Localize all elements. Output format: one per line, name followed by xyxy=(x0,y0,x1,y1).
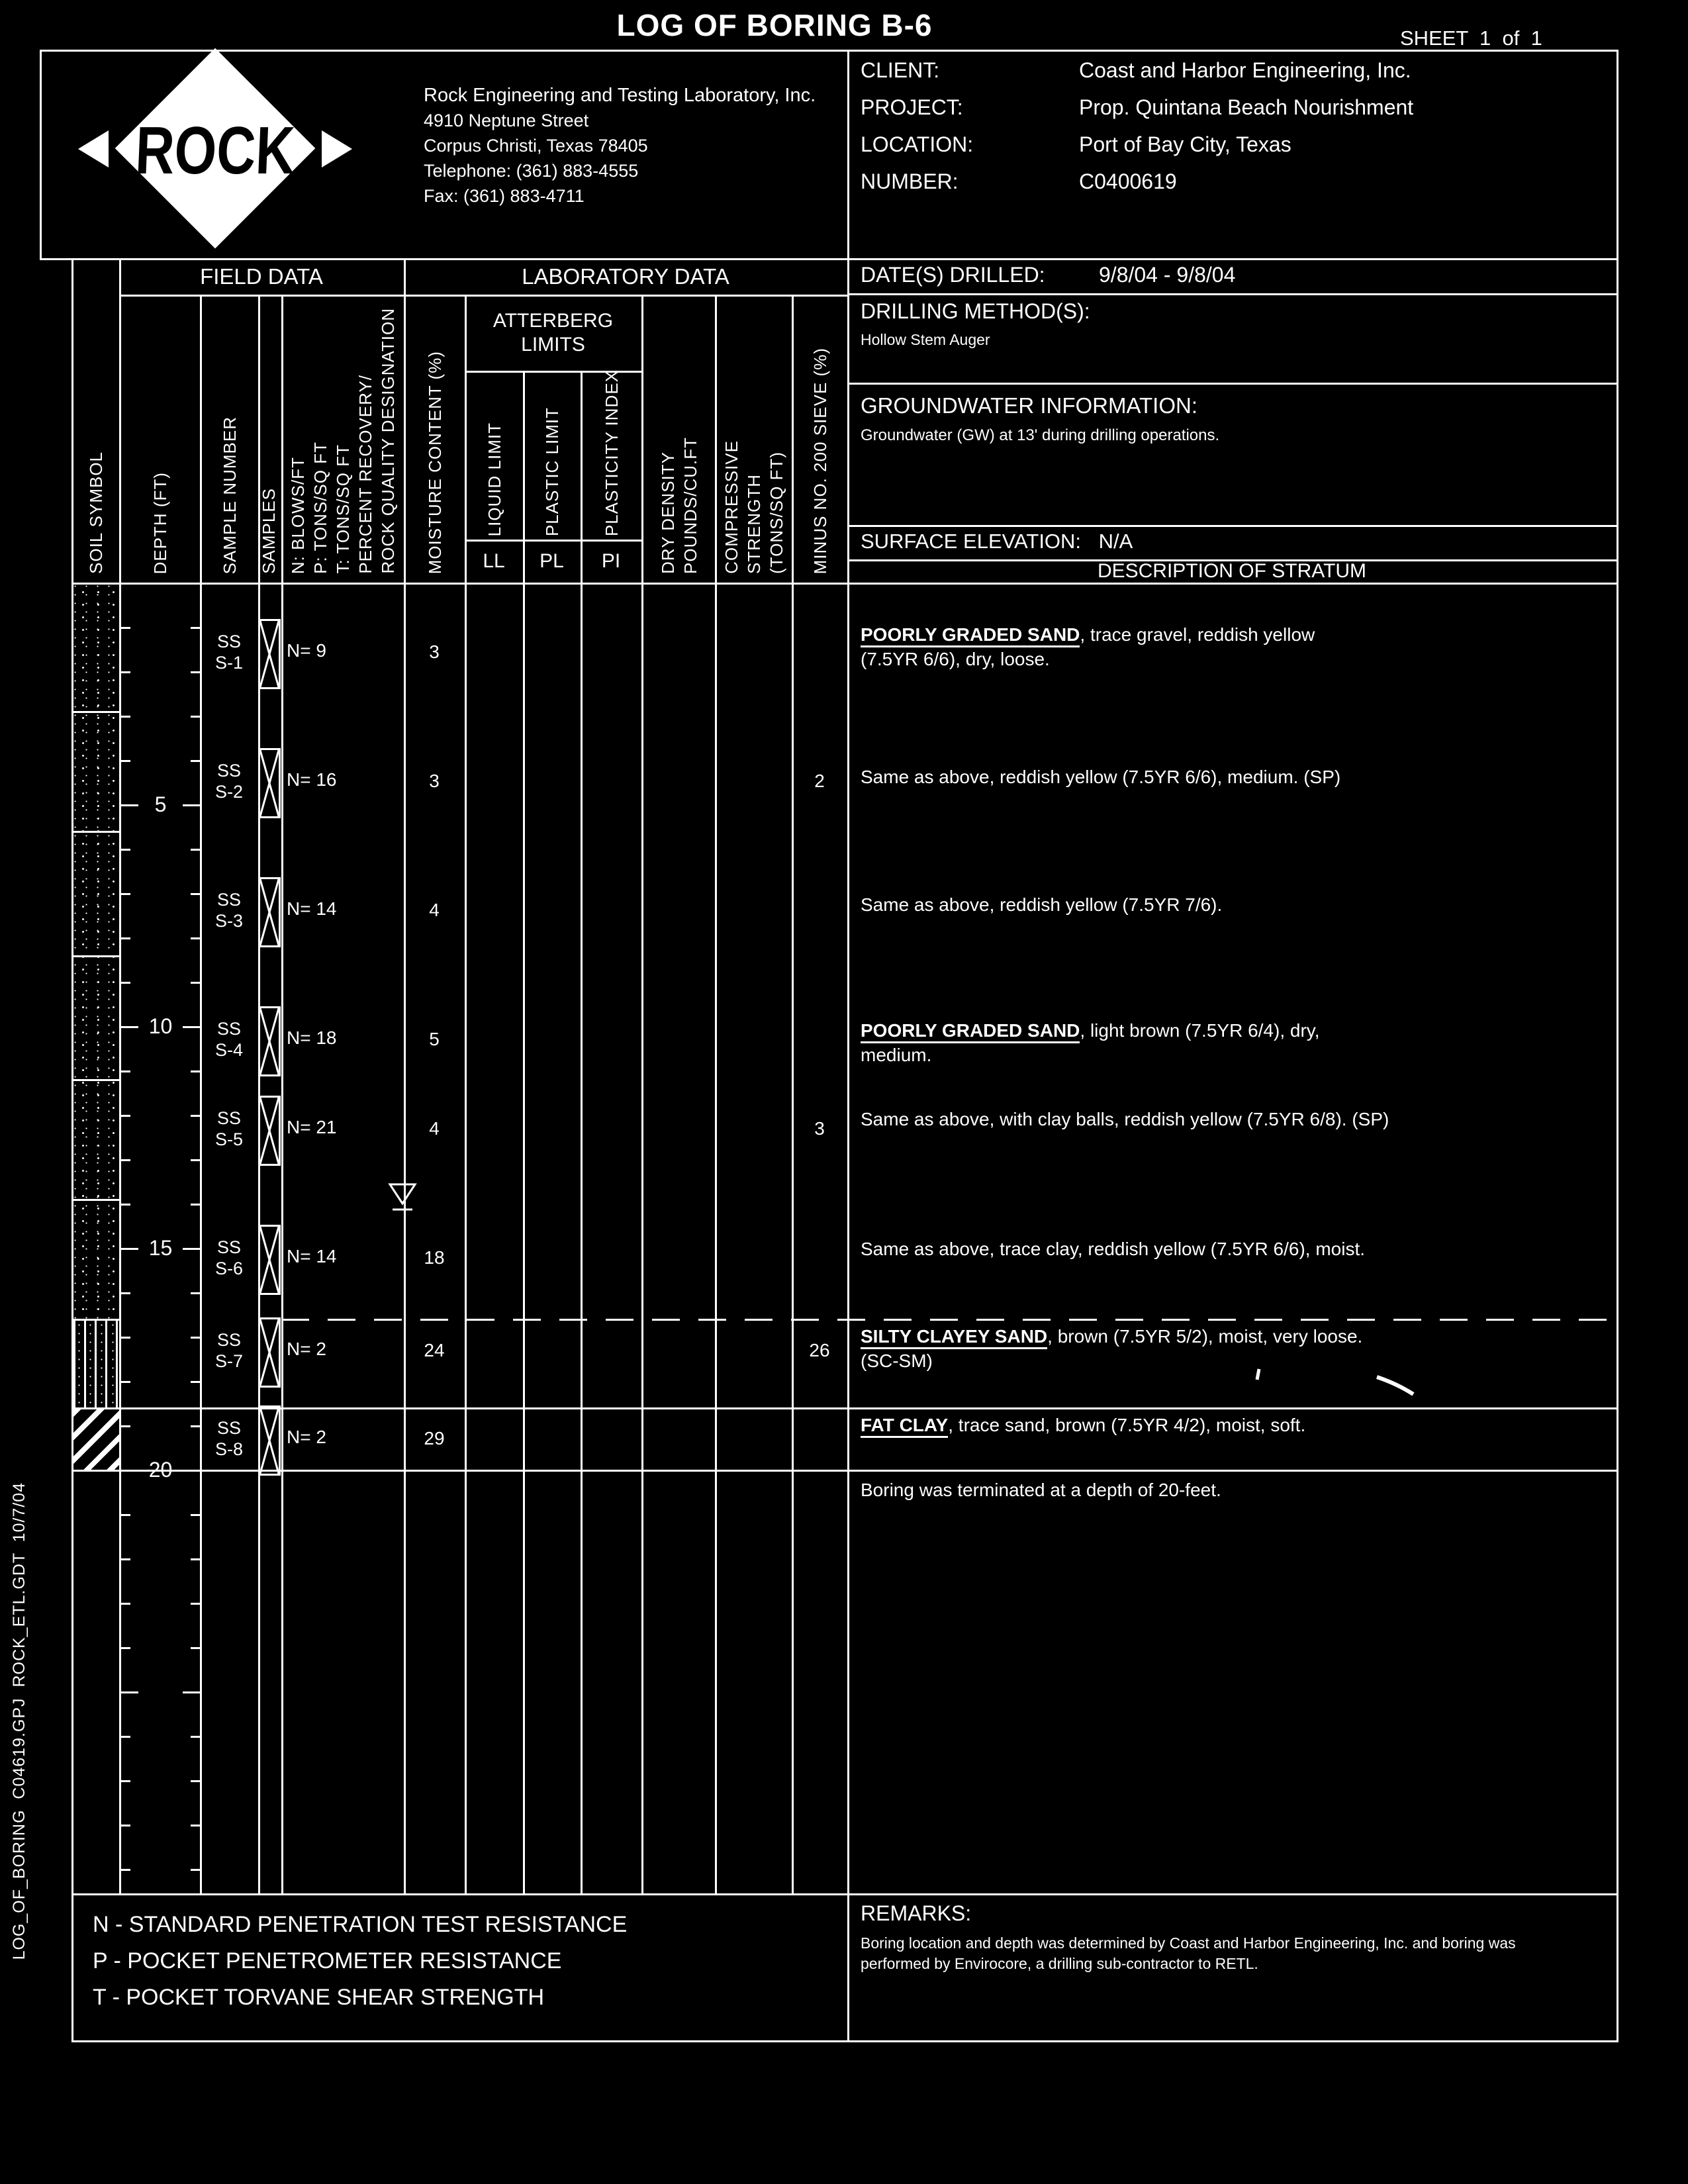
n-value: N= 2 xyxy=(287,1427,326,1447)
depth-tick xyxy=(121,1869,130,1871)
stratum-description xyxy=(861,622,1572,671)
sample-symbol-icon xyxy=(258,1317,281,1388)
blows-recovery-label: PERCENT RECOVERY/ xyxy=(355,375,375,574)
minus200-value xyxy=(792,898,847,922)
column-header-soil-symbol xyxy=(73,295,119,574)
n-value: N= 2 xyxy=(287,1339,326,1359)
sample-id xyxy=(200,1017,258,1062)
stratum-name: SILTY CLAYEY SAND xyxy=(861,1326,1047,1349)
company-address-city: Corpus Christi, Texas 78405 xyxy=(424,136,648,156)
depth-tick xyxy=(191,1647,200,1649)
moisture-value: 5 xyxy=(429,1029,440,1049)
logo xyxy=(73,56,404,255)
depth-tick xyxy=(191,1070,200,1072)
n-value: N= 18 xyxy=(287,1027,337,1048)
depth-tick xyxy=(191,1159,200,1161)
title-rule xyxy=(40,50,1618,52)
column-header-depth xyxy=(121,295,200,574)
sample-number-label: SAMPLE NUMBER xyxy=(220,416,240,574)
stratum-detail-line2: (7.5YR 6/6), dry, loose. xyxy=(861,649,1050,669)
description-column-header: DESCRIPTION OF STRATUM xyxy=(1097,560,1367,582)
groundwater-level-icon xyxy=(387,1182,418,1214)
sample-id xyxy=(200,1416,258,1461)
depth-label-15: 15 xyxy=(148,1235,173,1260)
sample-symbol-icon xyxy=(258,1225,281,1295)
minus200-value: 2 xyxy=(814,771,825,791)
depth-tick xyxy=(191,937,200,939)
sample-symbol-icon xyxy=(258,877,281,947)
grid-line xyxy=(71,2040,1617,2042)
moisture-value: 18 xyxy=(424,1247,445,1268)
soil-symbol-label: SOIL SYMBOL xyxy=(85,451,106,574)
blows-p-label: P: TONS/SQ FT xyxy=(310,442,330,574)
sample-no: S-7 xyxy=(214,1351,244,1371)
sample-type: SS xyxy=(216,1237,242,1257)
client-value: Coast and Harbor Engineering, Inc. xyxy=(1079,58,1411,82)
logo-right-arrow-icon xyxy=(322,130,352,167)
stratum-detail: , brown (7.5YR 5/2), moist, very loose. xyxy=(1047,1326,1363,1347)
blows-n-label: N: BLOWS/FT xyxy=(287,456,308,574)
depth-tick xyxy=(191,1514,200,1516)
depth-tick xyxy=(183,1691,200,1693)
logo-text: ROCK xyxy=(134,113,297,189)
depth-tick xyxy=(121,1381,130,1383)
minus200-value: 26 xyxy=(809,1340,830,1360)
sheet-label: SHEET 1 of 1 xyxy=(1400,26,1542,50)
dry-density-label1: DRY DENSITY xyxy=(657,451,678,574)
n-value: N= 16 xyxy=(287,769,337,790)
sample-no: S-5 xyxy=(214,1129,244,1149)
legend-item-t: T - POCKET TORVANE SHEAR STRENGTH xyxy=(93,1985,545,2010)
depth-tick xyxy=(191,1869,200,1871)
depth-tick xyxy=(191,1603,200,1605)
depth-tick xyxy=(121,893,130,895)
grid-line xyxy=(581,371,583,1893)
project-value: Prop. Quintana Beach Nourishment xyxy=(1079,95,1414,119)
soil-pattern-silty-clayey-sand xyxy=(73,1321,119,1407)
depth-tick xyxy=(121,1647,130,1649)
groundwater-label: GROUNDWATER INFORMATION: xyxy=(861,393,1198,418)
grid-line xyxy=(847,383,1617,385)
legend-item-p: P - POCKET PENETROMETER RESISTANCE xyxy=(93,1948,562,1973)
stratum-boundary xyxy=(73,1407,1617,1409)
n-value: N= 9 xyxy=(287,640,326,661)
depth-tick xyxy=(121,1780,130,1782)
column-header-blows xyxy=(283,295,402,574)
sample-id xyxy=(200,759,258,804)
samples-label: SAMPLES xyxy=(259,488,279,574)
surface-elevation-label: SURFACE ELEVATION: xyxy=(861,530,1082,553)
pi-footer-cell: PI xyxy=(601,550,621,572)
depth-tick xyxy=(191,982,200,984)
sample-type: SS xyxy=(216,1418,242,1438)
moisture-value: 4 xyxy=(429,1118,440,1139)
header-left-border xyxy=(40,50,42,260)
grid-line xyxy=(71,1893,1617,1895)
depth-tick xyxy=(191,760,200,762)
compressive-label1: COMPRESSIVE xyxy=(722,440,741,574)
depth-tick xyxy=(121,982,130,984)
sample-no: S-3 xyxy=(214,911,244,931)
depth-tick xyxy=(121,1425,130,1427)
field-data-header: FIELD DATA xyxy=(200,264,323,289)
project-label: PROJECT: xyxy=(861,95,963,119)
depth-label-20: 20 xyxy=(148,1457,173,1482)
moisture-value: 3 xyxy=(429,641,440,662)
compressive-label2: STRENGTH xyxy=(744,474,764,574)
depth-tick xyxy=(121,1558,130,1560)
stratum-detail: Same as above, with clay balls, reddish yellow (7.5YR 6/8). (SP) xyxy=(861,1109,1389,1129)
remarks-label: REMARKS: xyxy=(861,1901,972,1925)
n-value: N= 21 xyxy=(287,1117,337,1137)
column-header-samples xyxy=(257,295,281,574)
stratum-description xyxy=(861,1237,1572,1261)
depth-tick xyxy=(121,1603,130,1605)
company-name: Rock Engineering and Testing Laboratory, Inc. xyxy=(424,85,816,106)
depth-tick xyxy=(191,1204,200,1206)
company-phone: Telephone: (361) 883-4555 xyxy=(424,161,639,181)
soil-segment-line xyxy=(73,955,119,957)
stratum-boundary xyxy=(73,1470,1617,1472)
soil-segment-line xyxy=(73,711,119,713)
scan-artifact xyxy=(1251,1365,1423,1405)
depth-tick xyxy=(191,671,200,673)
sample-type: SS xyxy=(216,1019,242,1039)
legend-item-n: N - STANDARD PENETRATION TEST RESISTANCE xyxy=(93,1912,628,1937)
depth-tick xyxy=(191,893,200,895)
sample-symbol-icon xyxy=(258,1096,281,1166)
sample-symbol-icon xyxy=(258,619,281,689)
column-header-sample-number xyxy=(202,295,258,574)
depth-tick xyxy=(191,1780,200,1782)
number-label: NUMBER: xyxy=(861,169,959,193)
sample-type: SS xyxy=(216,890,242,910)
surface-elevation-value: N/A xyxy=(1098,530,1133,553)
stratum-detail-line2: medium. xyxy=(861,1045,932,1065)
logo-left-arrow-icon xyxy=(78,130,109,167)
depth-tick xyxy=(121,1070,130,1072)
depth-tick xyxy=(191,1337,200,1339)
sample-type: SS xyxy=(216,1108,242,1128)
depth-tick xyxy=(121,716,130,718)
blows-t-label: T: TONS/SQ FT xyxy=(332,444,353,574)
minus200-value xyxy=(792,1027,847,1051)
stratum-description xyxy=(861,765,1572,789)
stratum-description xyxy=(861,1413,1572,1437)
depth-tick xyxy=(191,1558,200,1560)
center-divider xyxy=(847,50,849,2042)
column-header-dry-density xyxy=(643,295,715,574)
stratum-description xyxy=(861,1018,1572,1067)
moisture-value: 4 xyxy=(429,900,440,920)
location-label: LOCATION: xyxy=(861,132,974,156)
sample-no: S-8 xyxy=(214,1439,244,1459)
stratum-description xyxy=(861,892,1572,917)
depth-tick xyxy=(121,671,130,673)
plasticity-index-label: PLASTICITY INDEX xyxy=(601,369,622,536)
depth-tick xyxy=(121,1514,130,1516)
laboratory-data-header: LABORATORY DATA xyxy=(522,264,729,289)
depth-tick xyxy=(121,627,130,629)
grid-line xyxy=(847,525,1617,527)
minus200-value: 3 xyxy=(814,1118,825,1139)
minus200-value xyxy=(792,640,847,664)
depth-tick xyxy=(191,1825,200,1827)
depth-tick xyxy=(191,849,200,851)
depth-tick xyxy=(191,627,200,629)
stratum-detail: Same as above, reddish yellow (7.5YR 7/6). xyxy=(861,894,1223,915)
depth-tick xyxy=(191,1115,200,1117)
soil-segment-line xyxy=(73,831,119,833)
plastic-limit-label: PLASTIC LIMIT xyxy=(542,406,562,536)
sidebar-filename-text: LOG_OF_BORING C04619.GPJ ROCK_ETL.GDT 10/7/04 xyxy=(10,1482,28,1960)
drilling-method-label: DRILLING METHOD(S): xyxy=(861,299,1090,323)
location-value: Port of Bay City, Texas xyxy=(1079,132,1291,156)
stratum-description xyxy=(861,1324,1572,1373)
sample-type: SS xyxy=(216,1330,242,1350)
stratum-name: FAT CLAY xyxy=(861,1415,948,1438)
stratum-detail: , trace sand, brown (7.5YR 4/2), moist, soft. xyxy=(948,1415,1306,1435)
drilling-method-value: Hollow Stem Auger xyxy=(861,331,990,348)
remarks-text: Boring location and depth was determined by Coast and Harbor Engineering, Inc. and boring was performed by Envirocore, a drilling sub-contractor to RETL. xyxy=(861,1934,1516,1972)
moisture-value: 29 xyxy=(424,1428,445,1448)
page-title: LOG OF BORING B-6 xyxy=(616,8,933,42)
depth-tick xyxy=(121,1337,130,1339)
n-value: N= 14 xyxy=(287,898,337,919)
column-header-moisture xyxy=(406,295,465,574)
depth-label: DEPTH (FT) xyxy=(150,471,170,574)
moisture-label: MOISTURE CONTENT (%) xyxy=(425,350,445,574)
soil-pattern-fat-clay xyxy=(73,1409,119,1470)
sample-id xyxy=(200,630,258,675)
moisture-value: 3 xyxy=(429,771,440,791)
dates-drilled-label: DATE(S) DRILLED: xyxy=(861,263,1045,287)
compressive-label3: (TONS/SQ FT) xyxy=(767,451,786,574)
stratum-description xyxy=(861,1107,1572,1131)
liquid-limit-label: LIQUID LIMIT xyxy=(485,422,504,536)
groundwater-value: Groundwater (GW) at 13' during drilling operations. xyxy=(861,426,1220,444)
depth-tick xyxy=(121,1204,130,1206)
stratum-name: POORLY GRADED SAND xyxy=(861,1020,1080,1043)
ll-footer-cell: LL xyxy=(483,550,505,572)
dry-density-label2: POUNDS/CU.FT xyxy=(680,437,700,574)
sample-no: S-1 xyxy=(214,653,244,673)
depth-tick xyxy=(121,1115,130,1117)
depth-tick xyxy=(121,760,130,762)
depth-tick xyxy=(121,1691,138,1693)
company-fax: Fax: (361) 883-4711 xyxy=(424,186,585,206)
termination-note: Boring was terminated at a depth of 20-feet. xyxy=(861,1480,1221,1500)
depth-tick xyxy=(121,1736,130,1738)
company-address-street: 4910 Neptune Street xyxy=(424,111,589,130)
column-header-plasticity-index xyxy=(582,371,641,536)
atterberg-header xyxy=(465,298,641,368)
sample-symbol-icon xyxy=(258,1405,281,1476)
atterberg-line1: ATTERBERG xyxy=(492,310,614,332)
right-border xyxy=(1617,50,1618,2042)
depth-tick xyxy=(191,1425,200,1427)
stratum-boundary-dashed xyxy=(281,1319,1617,1321)
stratum-detail: , light brown (7.5YR 6/4), dry, xyxy=(1080,1020,1320,1041)
moisture-value: 24 xyxy=(424,1340,445,1360)
depth-label-10: 10 xyxy=(148,1014,173,1038)
soil-pattern-sand xyxy=(73,585,119,1319)
depth-label-5: 5 xyxy=(154,792,167,816)
soil-segment-line xyxy=(73,1199,119,1201)
depth-tick xyxy=(191,1381,200,1383)
depth-tick xyxy=(121,849,130,851)
column-header-liquid-limit xyxy=(467,371,523,536)
sample-no: S-6 xyxy=(214,1258,244,1278)
depth-tick xyxy=(191,1292,200,1294)
depth-tick xyxy=(191,716,200,718)
sample-id xyxy=(200,888,258,933)
sample-id xyxy=(200,1106,258,1151)
depth-tick xyxy=(121,1159,130,1161)
sample-type: SS xyxy=(216,632,242,651)
client-label: CLIENT: xyxy=(861,58,940,82)
soil-segment-line xyxy=(73,1079,119,1081)
grid-line xyxy=(523,371,525,1893)
sample-no: S-2 xyxy=(214,782,244,802)
n-value: N= 14 xyxy=(287,1246,337,1266)
dates-drilled-value: 9/8/04 - 9/8/04 xyxy=(1099,263,1236,287)
minus200-value xyxy=(792,1427,847,1450)
depth-tick xyxy=(121,937,130,939)
stratum-name: POORLY GRADED SAND xyxy=(861,624,1080,647)
surface-elevation-row xyxy=(861,530,1133,553)
stratum-detail: , trace gravel, reddish yellow xyxy=(1080,624,1315,645)
sample-id xyxy=(200,1328,258,1373)
number-value: C0400619 xyxy=(1079,169,1177,193)
pl-footer-cell: PL xyxy=(539,550,564,572)
grid-line xyxy=(71,583,1617,585)
atterberg-line2: LIMITS xyxy=(521,334,585,356)
column-header-minus-200 xyxy=(794,295,847,574)
stratum-detail: Same as above, reddish yellow (7.5YR 6/6), medium. (SP) xyxy=(861,767,1341,787)
grid-line xyxy=(847,293,1617,295)
depth-tick xyxy=(191,1736,200,1738)
stratum-detail-line2: (SC-SM) xyxy=(861,1351,933,1371)
depth-tick xyxy=(121,1292,130,1294)
sample-symbol-icon xyxy=(258,1006,281,1076)
minus200-value xyxy=(792,1246,847,1270)
minus-200-label: MINUS NO. 200 SIEVE (%) xyxy=(810,347,830,574)
sample-type: SS xyxy=(216,761,242,781)
sample-id xyxy=(200,1235,258,1280)
column-header-compressive xyxy=(717,295,792,574)
sample-no: S-4 xyxy=(214,1040,244,1060)
stratum-detail: Same as above, trace clay, reddish yellow (7.5YR 6/6), moist. xyxy=(861,1239,1366,1259)
sidebar-filename xyxy=(9,735,34,1960)
column-header-plastic-limit xyxy=(524,371,581,536)
depth-tick xyxy=(121,1825,130,1827)
blows-rqd-label: ROCK QUALITY DESIGNATION xyxy=(377,308,398,574)
sample-symbol-icon xyxy=(258,748,281,818)
